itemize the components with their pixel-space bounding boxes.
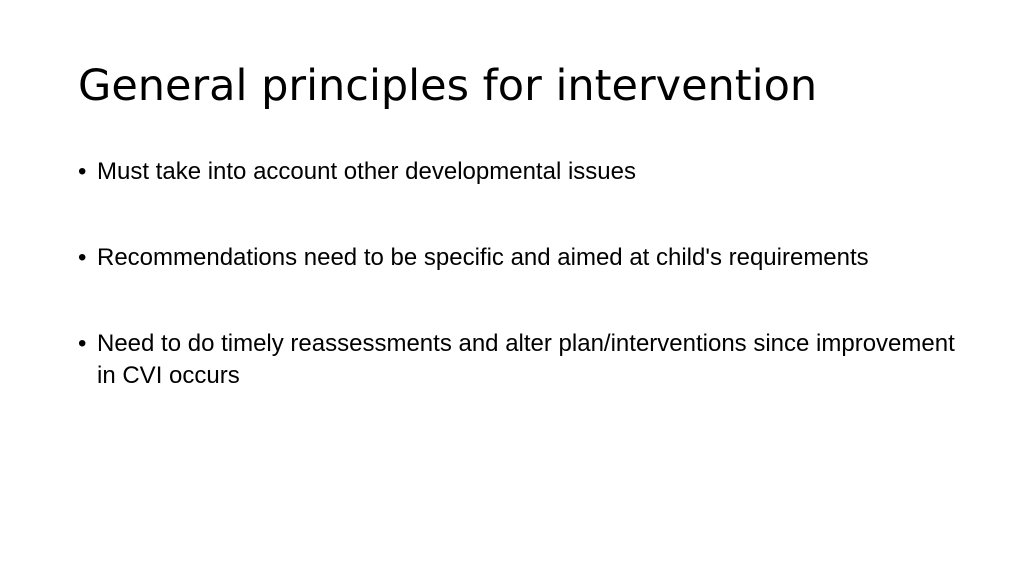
bullet-marker: • [78,330,87,357]
bullet-text: Need to do timely reassessments and alter plan/interventions since improvement in CVI occurs [97,330,955,389]
bullet-item [78,156,958,188]
bullet-text: Must take into account other developmental issues [97,158,636,185]
bullet-item [78,328,958,392]
bullet-text: Recommendations need to be specific and aimed at child's requirements [97,244,869,271]
bullet-marker: • [78,244,87,271]
slide-title: General principles for intervention [78,61,818,111]
bullet-list [78,156,958,446]
bullet-marker: • [78,158,87,185]
bullet-item [78,242,958,274]
